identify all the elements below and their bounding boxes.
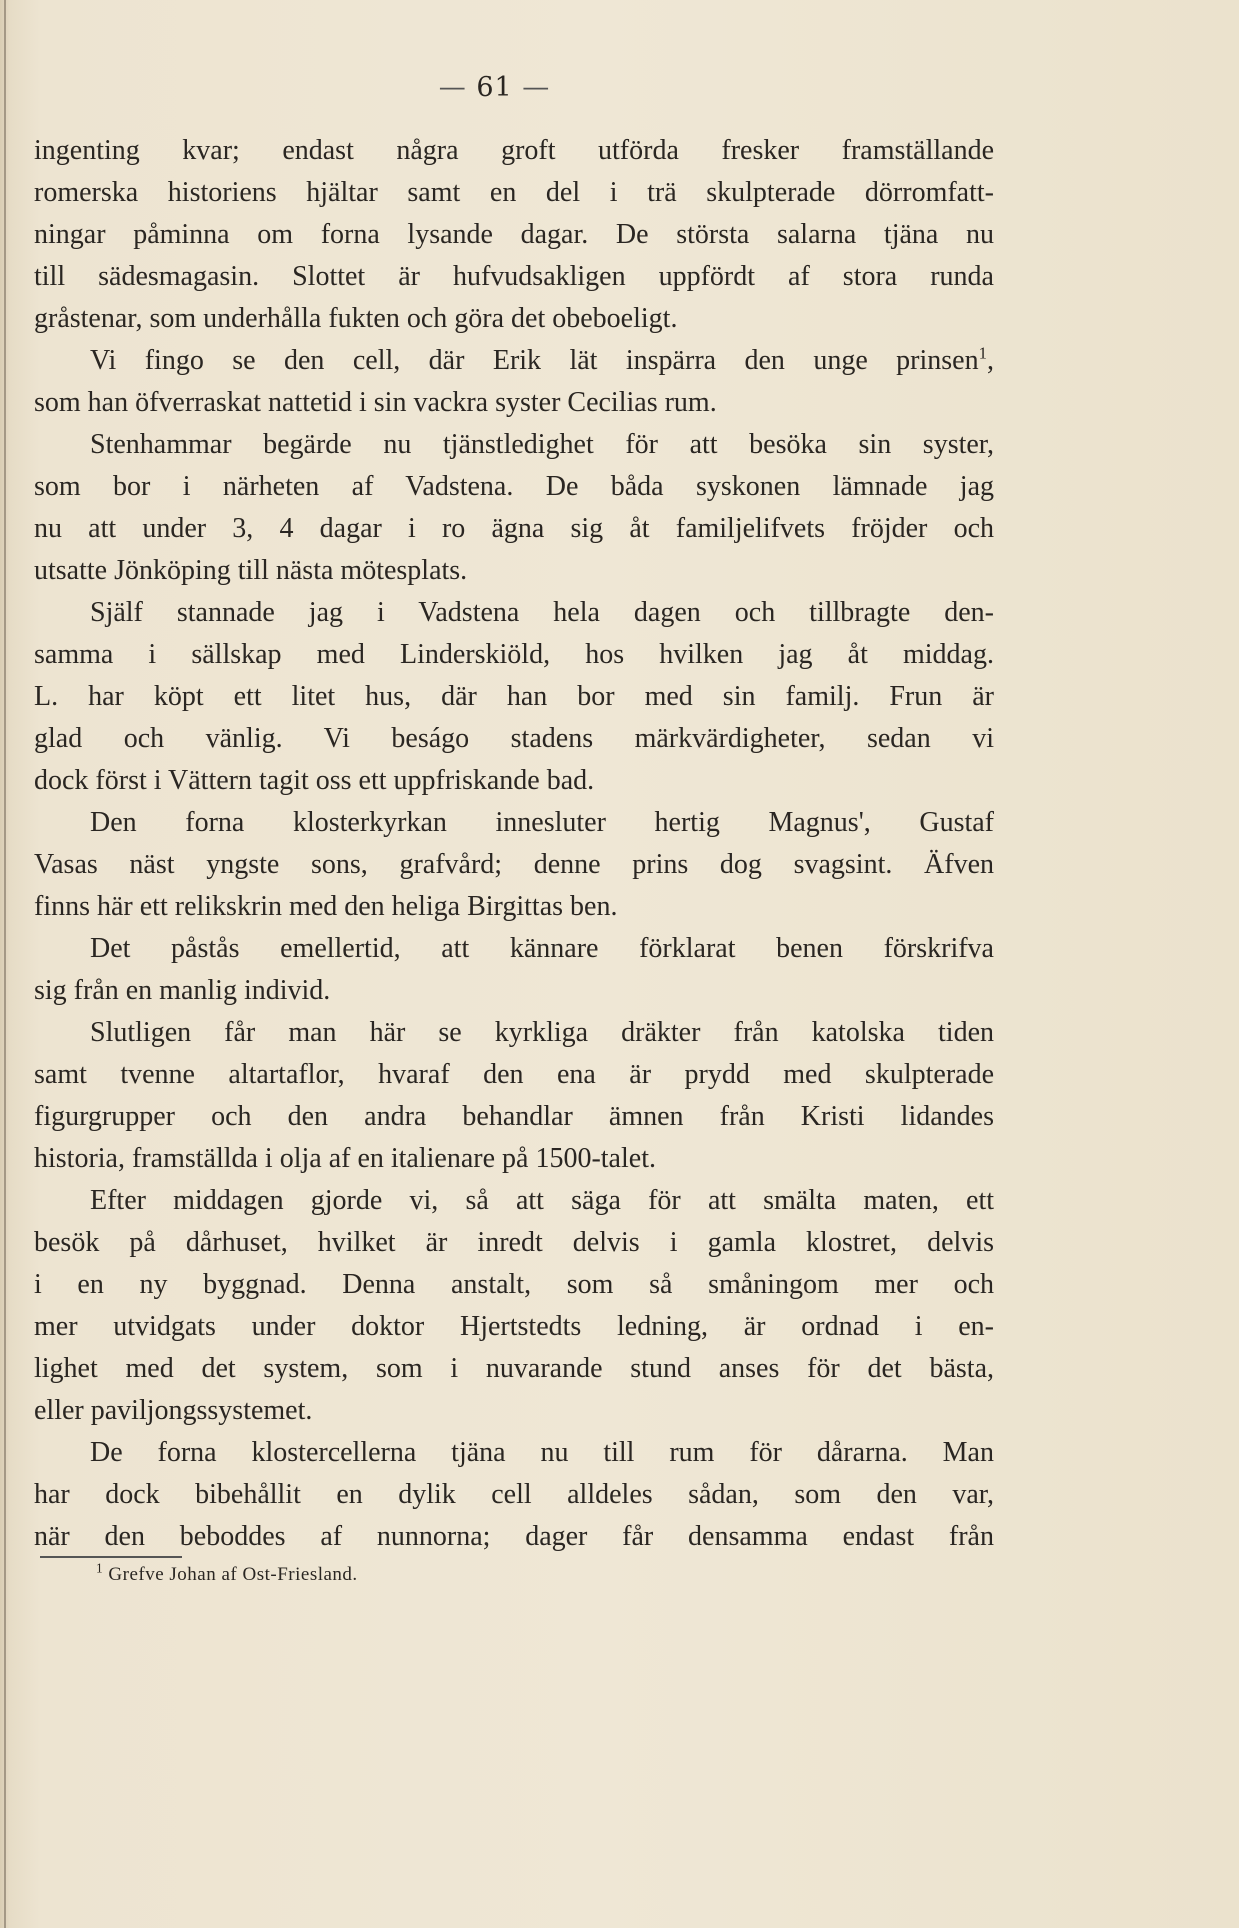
text-line xyxy=(34,214,994,256)
text-line xyxy=(34,256,994,298)
text-line xyxy=(34,1138,994,1180)
text-line xyxy=(34,382,994,424)
text-line xyxy=(34,970,994,1012)
text-line xyxy=(34,172,994,214)
text-line xyxy=(34,844,994,886)
text-line xyxy=(34,1180,994,1222)
page-edge xyxy=(4,0,6,1928)
footnote-marker: 1 xyxy=(96,1560,104,1576)
footnote-text: Grefve Johan af Ost-Friesland. xyxy=(108,1564,358,1585)
text-line-content: till sädesmagasin. Slottet är hufvudsakligen uppfördt af stora runda xyxy=(34,261,994,292)
text-line xyxy=(34,298,994,340)
text-line xyxy=(34,550,994,592)
text-line-content: i en ny byggnad. Denna anstalt, som så småningom mer och xyxy=(34,1269,994,1300)
footnote-rule xyxy=(40,1556,182,1558)
page-number xyxy=(0,72,1114,103)
text-line xyxy=(34,466,994,508)
text-line xyxy=(34,760,994,802)
text-line xyxy=(34,1222,994,1264)
text-line xyxy=(34,1096,994,1138)
text-line-content: har dock bibehållit en dylik cell alldeles sådan, som den var, xyxy=(34,1479,994,1510)
text-line-content: dock först i Vättern tagit oss ett uppfriskande bad. xyxy=(34,765,595,796)
text-line xyxy=(34,592,994,634)
text-line xyxy=(34,1432,994,1474)
text-line xyxy=(34,928,994,970)
text-line-content: sig från en manlig individ. xyxy=(34,975,331,1006)
text-line-content: som bor i närheten af Vadstena. De båda syskonen lämnade jag xyxy=(34,471,994,502)
text-line xyxy=(34,1306,994,1348)
folio-dash-left: — xyxy=(438,72,477,103)
text-line xyxy=(34,1348,994,1390)
text-line-content: historia, framställda i olja af en italienare på 1500-talet. xyxy=(34,1143,656,1174)
text-line xyxy=(34,676,994,718)
text-line xyxy=(34,718,994,760)
footnote-reference: 1 xyxy=(978,343,987,363)
text-line-content: nu att under 3, 4 dagar i ro ägna sig åt familjelifvets fröjder och xyxy=(34,513,994,544)
text-line-content: figurgrupper och den andra behandlar ämnen från Kristi lidandes xyxy=(34,1101,994,1132)
text-line-content: när den beboddes af nunnorna; dager får densamma endast från xyxy=(34,1521,994,1552)
text-line-content: Vasas näst yngste sons, grafvård; denne prins dog svagsint. Äfven xyxy=(34,849,994,880)
folio-dash-right: — xyxy=(512,72,551,103)
text-line-content: glad och vänlig. Vi beságo stadens märkvärdigheter, sedan vi xyxy=(34,723,994,754)
text-line xyxy=(34,508,994,550)
text-line-content: som han öfverraskat nattetid i sin vackra syster Cecilias rum. xyxy=(34,387,717,418)
text-line xyxy=(34,1390,994,1432)
text-line-content: romerska historiens hjältar samt en del i trä skulpterade dörromfatt- xyxy=(34,177,994,208)
text-line xyxy=(34,802,994,844)
text-line-content: ningar påminna om forna lysande dagar. De största salarna tjäna nu xyxy=(34,219,994,250)
text-line-content: L. har köpt ett litet hus, där han bor med sin familj. Frun är xyxy=(34,681,994,712)
page-number-value: 61 xyxy=(476,72,513,103)
body-text xyxy=(34,130,994,1558)
text-line-content: Stenhammar begärde nu tjänstledighet för att besöka sin syster, xyxy=(90,429,994,460)
text-line-content: Den forna klosterkyrkan innesluter hertig Magnus', Gustaf xyxy=(90,807,994,838)
text-line xyxy=(34,1054,994,1096)
text-line-content: samma i sällskap med Linderskiöld, hos hvilken jag åt middag. xyxy=(34,639,994,670)
text-line-content: De forna klostercellerna tjäna nu till rum för dårarna. Man xyxy=(90,1437,994,1468)
text-line xyxy=(34,130,994,172)
text-line-content: Efter middagen gjorde vi, så att säga för att smälta maten, ett xyxy=(90,1185,994,1216)
text-line-suffix: , xyxy=(987,345,994,376)
text-line-content: Slutligen får man här se kyrkliga dräkter från katolska tiden xyxy=(90,1017,994,1048)
text-line-content: besök på dårhuset, hvilket är inredt delvis i gamla klostret, delvis xyxy=(34,1227,994,1258)
text-line-content: lighet med det system, som i nuvarande stund anses för det bästa, xyxy=(34,1353,994,1384)
text-line-content: gråstenar, som underhålla fukten och göra det obeboeligt. xyxy=(34,303,678,334)
text-line-content: Själf stannade jag i Vadstena hela dagen och tillbragte den- xyxy=(90,597,994,628)
text-line-content: utsatte Jönköping till nästa mötesplats. xyxy=(34,555,468,586)
text-line-content: eller paviljongssystemet. xyxy=(34,1395,313,1426)
text-line-content: Vi fingo se den cell, där Erik lät inspärra den unge prinsen xyxy=(90,345,979,376)
text-line xyxy=(34,1516,994,1558)
text-line xyxy=(34,886,994,928)
text-line xyxy=(34,340,994,382)
text-line xyxy=(34,634,994,676)
text-line xyxy=(34,1474,994,1516)
text-line xyxy=(34,1012,994,1054)
text-line-content: finns här ett relikskrin med den heliga Birgittas ben. xyxy=(34,891,618,922)
text-line-content: Det påstås emellertid, att kännare förklarat benen förskrifva xyxy=(90,933,994,964)
text-line xyxy=(34,424,994,466)
text-line-content: ingenting kvar; endast några groft utförda fresker framställande xyxy=(34,135,994,166)
footnote xyxy=(96,1560,358,1586)
text-line-content: samt tvenne altartaflor, hvaraf den ena är prydd med skulpterade xyxy=(34,1059,994,1090)
text-line-content: mer utvidgats under doktor Hjertstedts ledning, är ordnad i en- xyxy=(34,1311,994,1342)
text-line xyxy=(34,1264,994,1306)
